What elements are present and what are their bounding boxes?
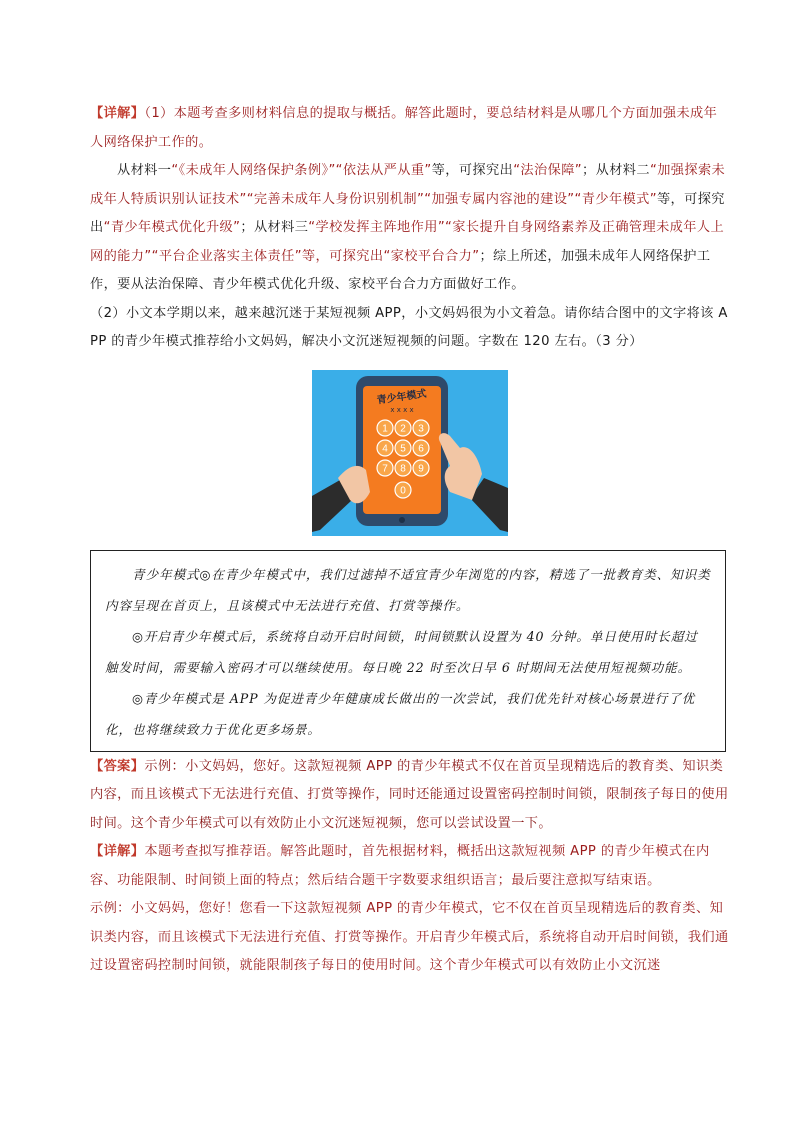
material-paragraph-1: 青少年模式◎在青少年模式中，我们过滤掉不适宜青少年浏览的内容，精选了一批教育类、知识类内容呈现在首页上，且该模式中无法进行充值、打赏等操作。 bbox=[105, 566, 711, 613]
analysis-quote: “加强探索未成年人特质识别认证技术”“完善未成年人身份识别机制”“加强专属内容池的建设”“青少年模式” bbox=[90, 163, 726, 207]
analysis-text: 等，可探究出 bbox=[90, 191, 725, 235]
material-paragraph-3: ◎青少年模式是 APP 为促进青少年健康成长做出的一次尝试，我们优先针对核心场景进行了优化，也将继续致力于优化更多场景。 bbox=[105, 690, 696, 737]
example-paragraph: 示例：小文妈妈，您好！您看一下这款短视频 APP 的青少年模式，它不仅在首页呈现精选后的教育类、知识类内容，而且该模式下无法进行充值、打赏等操作。开启青少年模式后，系统将自动开启时间锁，我们通过设置密码控制时间锁，就能限制孩子每日的使用时间。这个青少年模式可以有效防止小文沉迷 bbox=[90, 901, 729, 973]
answer-text: 示例：小文妈妈，您好。这款短视频 APP 的青少年模式不仅在首页呈现精选后的教育类、知识类内容，而且该模式下无法进行充值、打赏等操作，同时还能通过设置密码控制时间锁，限制孩子每日的使用时间。这个青少年模式可以有效防止小文沉迷短视频，您可以尝试设置一下。 bbox=[90, 758, 729, 831]
analysis-quote: “《未成年人网络保护条例》”“依法从严从重” bbox=[171, 163, 432, 178]
keypad-digit: 5 bbox=[400, 443, 406, 454]
analysis-text: ；综上所述，加强未成年人网络保护工作，要从法治保障、青少年模式优化升级、家校平台合力方面做好工作。 bbox=[90, 248, 711, 292]
analysis-text: 从材料一 bbox=[117, 163, 172, 178]
detail-2-text: 本题考查拟写推荐语。解答此题时，首先根据材料，概括出这款短视频 APP 的青少年模式在内容、功能限制、时间锁上面的特点；然后结合题干字数要求组织语言；最后要注意拟写结束语。 bbox=[90, 844, 710, 888]
detail-analysis-paragraph bbox=[90, 157, 730, 300]
detail-2-paragraph bbox=[90, 838, 730, 895]
keypad-digit: 4 bbox=[382, 443, 388, 454]
detail-tag: 【详解】 bbox=[90, 106, 145, 121]
document-page bbox=[90, 100, 730, 981]
material-paragraph-2: ◎开启青少年模式后，系统将自动开启时间锁，时间锁默认设置为 40 分钟。单日使用时长超过触发时间，需要输入密码才可以继续使用。每日晚 22 时至次日早 6 时期间无法使用短视频功能。 bbox=[105, 628, 698, 675]
answer-tag: 【答案】 bbox=[90, 758, 145, 774]
analysis-quote: “法治保障” bbox=[513, 163, 583, 178]
keypad-digit: 0 bbox=[400, 485, 406, 496]
keypad-digit: 1 bbox=[382, 423, 388, 434]
keypad-digit: 7 bbox=[382, 463, 388, 474]
detail-intro-paragraph bbox=[90, 100, 730, 157]
teen-mode-phone-illustration bbox=[312, 370, 508, 536]
analysis-text: ；从材料三 bbox=[240, 220, 309, 235]
keypad-digit: 2 bbox=[400, 423, 406, 434]
phone-home-button bbox=[399, 517, 405, 523]
analysis-text: 等，可探究出 bbox=[431, 163, 514, 178]
keypad-digit: 9 bbox=[418, 463, 424, 474]
analysis-quote: “青少年模式优化升级” bbox=[103, 220, 241, 235]
detail-tag-2: 【详解】 bbox=[90, 844, 145, 859]
keypad-digit: 6 bbox=[418, 443, 424, 454]
keypad-digit: 3 bbox=[418, 423, 424, 434]
screen-title: 青少年模式 bbox=[376, 388, 428, 406]
teen-mode-material-box bbox=[90, 550, 726, 752]
analysis-text: ；从材料二 bbox=[582, 163, 650, 178]
password-dashes: x x x x bbox=[390, 405, 414, 414]
analysis-quote: “家校平台合力” bbox=[383, 248, 480, 264]
keypad-digit: 8 bbox=[400, 463, 406, 474]
detail-intro-text: （1）本题考查多则材料信息的提取与概括。解答此题时，要总结材料是从哪几个方面加强未成年人网络保护工作的。 bbox=[90, 106, 718, 150]
question-2: （2）小文本学期以来，越来越沉迷于某短视频 APP，小文妈妈很为小文着急。请你结合图中的文字将该 APP 的青少年模式推荐给小文妈妈，解决小文沉迷短视频的问题。字数在 120 左右。（3 分） bbox=[90, 305, 728, 349]
analysis-quote: “学校发挥主阵地作用”“家长提升自身网络素养及正确管理未成年人上网的能力”“平台企业落实主体责任” bbox=[90, 220, 725, 264]
answer-paragraph bbox=[90, 753, 730, 839]
analysis-text: 等，可探究出 bbox=[301, 248, 384, 264]
